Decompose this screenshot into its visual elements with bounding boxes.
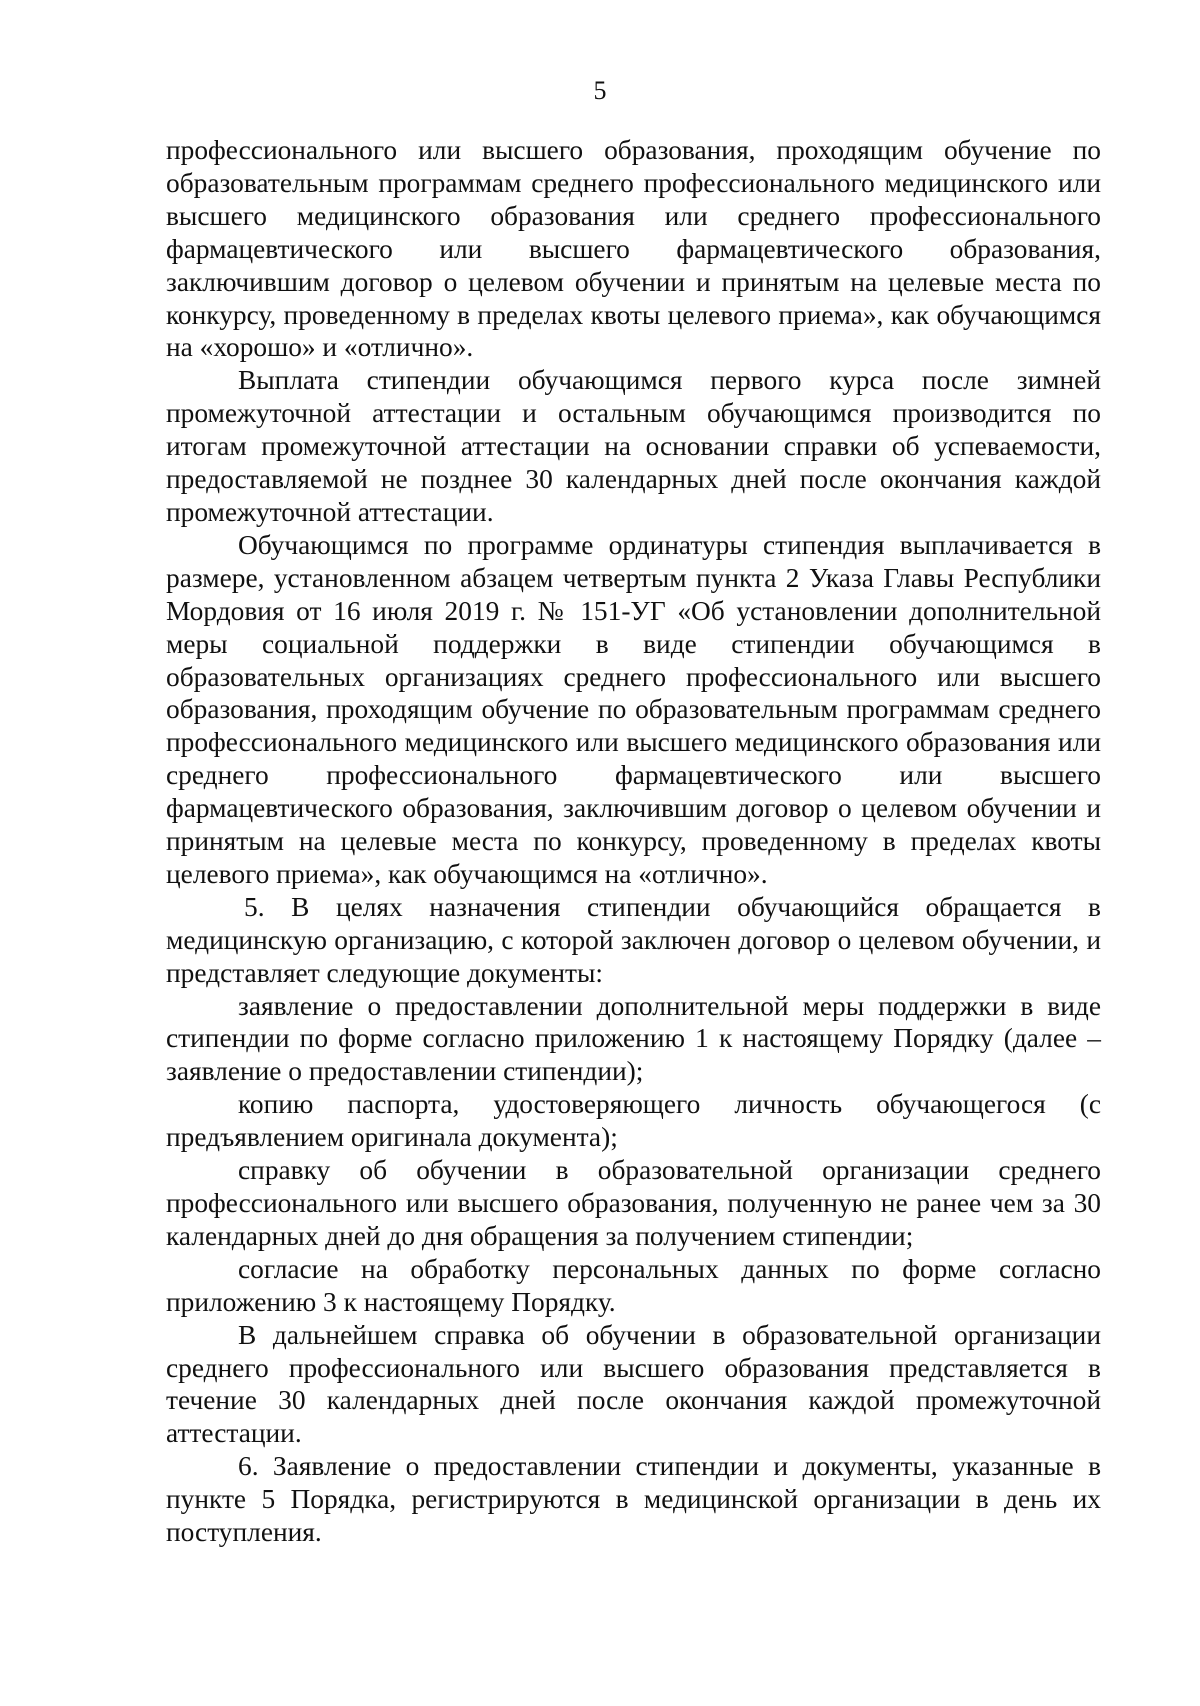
paragraph-residency-stipend: Обучающимся по программе ординатуры стипендия выплачивается в размере, установленном абзацем четвертым пункта 2 Указа Главы Республики Мордовия от 16 июля 2019 г. № 151-УГ «Об установлении дополнительной меры социальной поддержки в виде стипендии обучающимся в образовательных организациях среднего профессионального или высшего образования, проходящим обучение по образовательным программам среднего профессионального медицинского или высшего медицинского образования или среднего профессионального фармацевтического или высшего фармацевтического образования, заключившим договор о целевом обучении и принятым на целевые места по конкурсу, проведенному в пределах квоты целевого приема», как обучающимся на «отлично». [166,529,1101,889]
paragraph-item-5: 5. В целях назначения стипендии обучающийся обращается в медицинскую организацию, с которой заключен договор о целевом обучении, и представляет следующие документы: [166,891,1101,988]
paragraph-document-application: заявление о предоставлении дополнительной меры поддержки в виде стипендии по форме согласно приложению 1 к настоящему Порядку (далее – заявление о предоставлении стипендии); [166,990,1101,1087]
paragraph-item-6: 6. Заявление о предоставлении стипендии и документы, указанные в пункте 5 Порядка, регистрируются в медицинской организации в день их поступления. [166,1451,1101,1548]
paragraph-payment-terms: Выплата стипендии обучающимся первого курса после зимней промежуточной аттестации и остальным обучающимся производится по итогам промежуточной аттестации на основании справки об успеваемости, предоставляемой не позднее 30 календарных дней после окончания каждой промежуточной аттестации. [166,365,1101,527]
document-body [166,134,1101,1549]
page-number: 5 [593,76,607,105]
paragraph-document-consent: согласие на обработку персональных данных по форме согласно приложению 3 к настоящему Порядку. [166,1253,1101,1317]
paragraph-document-certificate: справку об обучении в образовательной организации среднего профессионального или высшего образования, полученную не ранее чем за 30 календарных дней до дня обращения за получением стипендии; [166,1155,1101,1251]
paragraph-further-certificate: В дальнейшем справка об обучении в образовательной организации среднего профессионального или высшего образования представляется в течение 30 календарных дней после окончания каждой промежуточной аттестации. [166,1319,1101,1449]
paragraph-document-passport: копию паспорта, удостоверяющего личность обучающегося (с предъявлением оригинала документа); [166,1089,1101,1153]
paragraph-continuation: профессионального или высшего образования, проходящим обучение по образовательным программам среднего профессионального медицинского или высшего медицинского образования или среднего профессионального фармацевтического или высшего фармацевтического образования, заключившим договор о целевом обучении и принятым на целевые места по конкурсу, проведенному в пределах квоты целевого приема», как обучающимся на «хорошо» и «отлично». [166,135,1101,363]
